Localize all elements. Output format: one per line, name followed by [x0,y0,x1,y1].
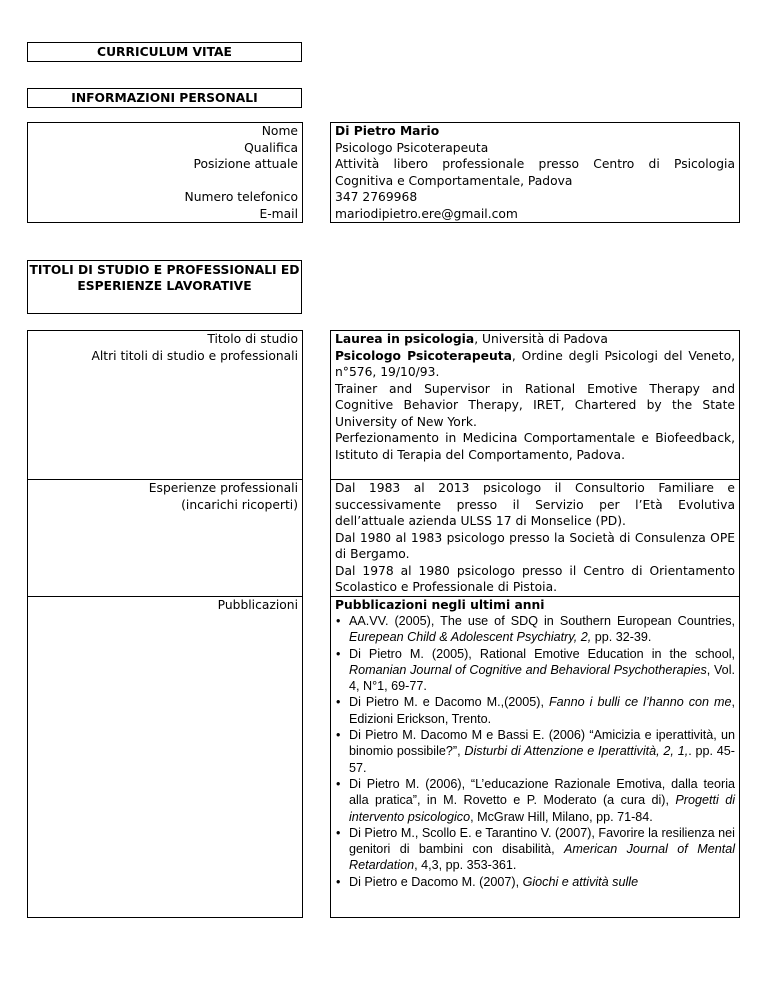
label-phone: Numero telefonico [184,190,298,204]
other-title-1-rest: , Ordine degli Psicologi del Veneto, n°576, 19/10/93. [335,348,735,379]
degree-labels [28,331,303,480]
degree-value [335,331,735,348]
label-position: Posizione attuale [193,157,298,171]
personal-info-header [27,88,302,108]
other-title-3: Perfezionamento in Medicina Comportamentale e Biofeedback, Istituto di Terapia del Comportamento, Padova. [335,431,735,462]
experience-item: Dal 1980 al 1983 psicologo presso la Società di Consulenza OPE di Bergamo. [335,530,735,561]
personal-info-header-text: INFORMAZIONI PERSONALI [71,91,258,105]
publication-item: • Di Pietro M. Dacomo M e Bassi E. (2006) “Amicizia e iperattività, un binomio possibile?”, Disturbi di Attenzione e Iperattività, 2, 1,. pp. 45-57. [335,727,735,776]
experience-values [331,480,740,597]
degree-values [331,331,740,480]
publications-title: Pubblicazioni negli ultimi anni [335,597,545,612]
value-position: Attività libero professionale presso Centro di Psicologia Cognitiva e Comportamentale, Padova [335,157,735,188]
publications-list [335,613,735,890]
publications-values [331,596,740,917]
value-name: Di Pietro Mario [335,124,440,138]
experience-label-cell [28,480,303,597]
label-qualification: Qualifica [244,140,298,155]
value-email: mariodipietro.ere@gmail.com [335,206,518,221]
value-qualification: Psicologo Psicoterapeuta [335,140,489,155]
experience-item: Dal 1978 al 1980 psicologo presso il Centro di Orientamento Scolastico e Professionale di Pistoia. [335,563,735,594]
other-title-1 [335,348,735,381]
publication-item: • Di Pietro M., Scollo E. e Tarantino V. (2007), Favorire la resilienza nei genitori di bambini con disabilità, American Journal of Mental Retardation, 4,3, pp. 353-361. [335,825,735,874]
personal-info-table [27,122,740,223]
publication-item: • Di Pietro M. (2005), Rational Emotive Education in the school, Romanian Journal of Cognitive and Behavioral Psychotherapies, Vol. 4, N°1, 69-77. [335,646,735,695]
personal-labels [28,123,303,223]
publication-item: • Di Pietro e Dacomo M. (2007), Giochi e attività sulle [335,874,735,890]
label-publications: Pubblicazioni [217,597,298,612]
label-experience: Esperienze professionali (incarichi ricoperti) [148,481,298,512]
cv-title-text: CURRICULUM VITAE [97,45,232,59]
other-title-2: Trainer and Supervisor in Rational Emotive Therapy and Cognitive Behavior Therapy, IRET, Chartered by the State University of New York. [335,381,735,429]
other-title-1-bold: Psicologo Psicoterapeuta [335,348,512,363]
label-name: Nome [261,124,298,138]
publication-item: • Di Pietro M. (2006), “L’educazione Razionale Emotiva, dalla teoria alla pratica”, in M. Rovetto e P. Moderato (a cura di), Progetti di intervento psicologico, McGraw Hill, Milano, pp. 71-84. [335,776,735,825]
titles-header [27,260,302,314]
education-table [27,330,740,918]
cv-title [27,42,302,62]
value-phone: 347 2769968 [335,190,418,204]
publication-item: • AA.VV. (2005), The use of SDQ in Southern European Countries, Eurepean Child & Adolescent Psychiatry, 2, pp. 32-39. [335,613,735,646]
label-email: E-mail [259,206,298,221]
publications-label-cell [28,596,303,917]
label-other-titles: Altri titoli di studio e professionali [91,348,298,363]
experience-item: Dal 1983 al 2013 psicologo il Consultorio Familiare e successivamente presso il Servizio per l’Età Evolutiva dell’attuale azienda ULSS 17 di Monselice (PD). [335,481,735,528]
degree-bold: Laurea in psicologia [335,332,475,346]
label-degree: Titolo di studio [207,332,298,346]
personal-values [331,123,740,223]
publication-item: • Di Pietro M. e Dacomo M.,(2005), Fanno i bulli ce l’hanno con me, Edizioni Erickson, Trento. [335,694,735,727]
degree-rest: , Università di Padova [474,332,608,346]
titles-header-text: TITOLI DI STUDIO E PROFESSIONALI ED ESPERIENZE LAVORATIVE [29,263,300,293]
